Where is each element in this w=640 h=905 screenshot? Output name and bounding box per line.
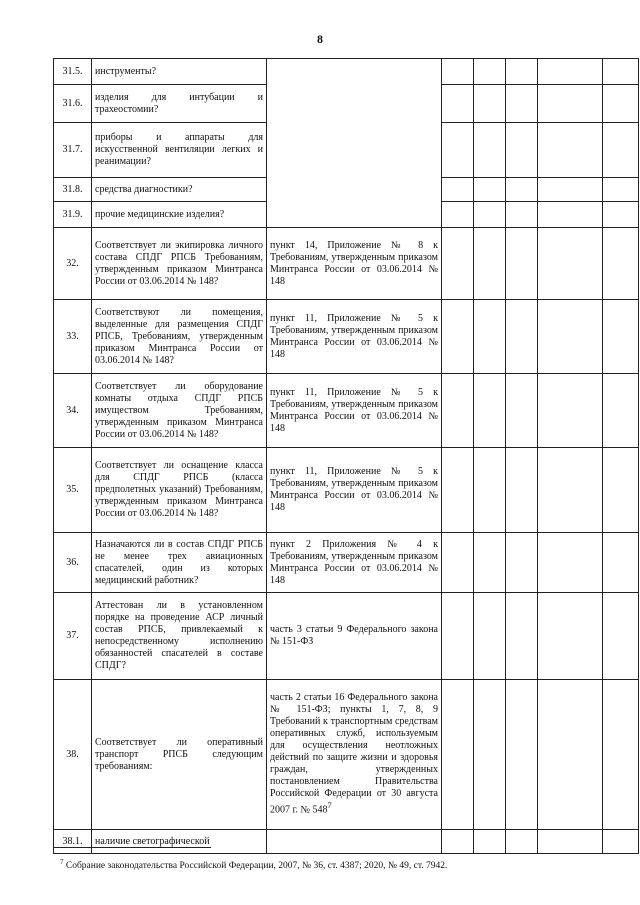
answer-cell[interactable]: [442, 680, 474, 830]
row-number: 31.5.: [54, 59, 92, 85]
row-number: 34.: [54, 374, 92, 448]
answer-cell[interactable]: [603, 830, 639, 854]
answer-cell[interactable]: [474, 123, 506, 178]
question-cell: наличие светографической: [92, 830, 267, 854]
question-cell: приборы и аппараты для искусственной вентиляции легких и реанимации?: [92, 123, 267, 178]
answer-cell[interactable]: [538, 300, 603, 374]
answer-cell[interactable]: [538, 593, 603, 680]
answer-cell[interactable]: [538, 533, 603, 593]
answer-cell[interactable]: [442, 202, 474, 228]
answer-cell[interactable]: [538, 374, 603, 448]
answer-cell[interactable]: [603, 202, 639, 228]
answer-cell[interactable]: [603, 123, 639, 178]
answer-cell[interactable]: [474, 85, 506, 123]
answer-cell[interactable]: [474, 830, 506, 854]
answer-cell[interactable]: [506, 830, 538, 854]
answer-cell[interactable]: [474, 680, 506, 830]
reference-text: часть 2 статьи 16 Федерального закона № 151-ФЗ; пункты 1, 7, 8, 9 Требований к транспортным средствам оперативных служб, используемым для осуществления неотложных действий по защите жизни и здоровья граждан, утвержденных постановлением Правительства Российской Федерации от 30 августа 2007 г. № 548: [270, 692, 438, 816]
question-cell: Аттестован ли в установленном порядке на проведение АСР личный состав РПСБ, привлекаемый к непосредственному исполнению обязанностей спасателей в составе СПДГ?: [92, 593, 267, 680]
answer-cell[interactable]: [538, 448, 603, 533]
answer-cell[interactable]: [603, 178, 639, 202]
footnote: [60, 856, 620, 872]
answer-cell[interactable]: [603, 533, 639, 593]
answer-cell[interactable]: [506, 448, 538, 533]
footnote-divider: [53, 847, 211, 848]
answer-cell[interactable]: [603, 593, 639, 680]
table-row: [54, 593, 639, 680]
answer-cell[interactable]: [538, 178, 603, 202]
checklist-table: [53, 58, 639, 854]
answer-cell[interactable]: [506, 374, 538, 448]
answer-cell[interactable]: [603, 374, 639, 448]
answer-cell[interactable]: [538, 680, 603, 830]
row-number: 31.9.: [54, 202, 92, 228]
table-row: [54, 59, 639, 85]
answer-cell[interactable]: [506, 178, 538, 202]
question-cell: прочие медицинские изделия?: [92, 202, 267, 228]
answer-cell[interactable]: [474, 59, 506, 85]
footnote-marker: 7: [327, 801, 332, 811]
answer-cell[interactable]: [474, 202, 506, 228]
answer-cell[interactable]: [442, 228, 474, 300]
answer-cell[interactable]: [506, 300, 538, 374]
answer-cell[interactable]: [442, 300, 474, 374]
question-cell: Соответствуют ли помещения, выделенные для размещения СПДГ РПСБ, Требованиям, утвержденным приказом Минтранса России от 03.06.2014 № 148?: [92, 300, 267, 374]
answer-cell[interactable]: [442, 123, 474, 178]
answer-cell[interactable]: [442, 59, 474, 85]
question-cell: Назначаются ли в состав СПДГ РПСБ не менее трех авиационных спасателей, один из которых медицинский работник?: [92, 533, 267, 593]
table-row: [54, 374, 639, 448]
answer-cell[interactable]: [538, 59, 603, 85]
table-row: [54, 300, 639, 374]
answer-cell[interactable]: [603, 85, 639, 123]
table-row: [54, 448, 639, 533]
answer-cell[interactable]: [506, 59, 538, 85]
row-number: 31.7.: [54, 123, 92, 178]
reference-cell: [267, 830, 442, 854]
answer-cell[interactable]: [474, 593, 506, 680]
row-number: 35.: [54, 448, 92, 533]
row-number: 36.: [54, 533, 92, 593]
answer-cell[interactable]: [538, 202, 603, 228]
answer-cell[interactable]: [442, 374, 474, 448]
footnote-mark: 7: [60, 858, 64, 866]
answer-cell[interactable]: [442, 830, 474, 854]
row-number: 37.: [54, 593, 92, 680]
page-number: 8: [317, 32, 323, 46]
row-number: 38.1.: [54, 830, 92, 854]
answer-cell[interactable]: [538, 228, 603, 300]
question-cell: Соответствует ли оснащение класса для СПДГ РПСБ (класса предполетных указаний) Требованиям, утвержденным приказом Минтранса России от 03.06.2014 № 148?: [92, 448, 267, 533]
answer-cell[interactable]: [474, 228, 506, 300]
answer-cell[interactable]: [474, 374, 506, 448]
answer-cell[interactable]: [603, 59, 639, 85]
reference-cell: пункт 14, Приложение № 8 к Требованиям, утвержденным приказом Минтранса России от 03.06.2014 № 148: [267, 228, 442, 300]
question-cell: средства диагностики?: [92, 178, 267, 202]
reference-cell: часть 3 статьи 9 Федерального закона № 151-ФЗ: [267, 593, 442, 680]
table-row: [54, 680, 639, 830]
table-row: [54, 533, 639, 593]
answer-cell[interactable]: [474, 178, 506, 202]
reference-cell: пункт 11, Приложение № 5 к Требованиям, утвержденным приказом Минтранса России от 03.06.2014 № 148: [267, 374, 442, 448]
table-row: [54, 830, 639, 854]
reference-cell: пункт 11, Приложение № 5 к Требованиям, утвержденным приказом Минтранса России от 03.06.2014 № 148: [267, 448, 442, 533]
answer-cell[interactable]: [506, 593, 538, 680]
question-cell: Соответствует ли оперативный транспорт РПСБ следующим требованиям:: [92, 680, 267, 830]
answer-cell[interactable]: [474, 448, 506, 533]
answer-cell[interactable]: [603, 228, 639, 300]
row-number: 38.: [54, 680, 92, 830]
answer-cell[interactable]: [603, 680, 639, 830]
answer-cell[interactable]: [442, 593, 474, 680]
table-row: [54, 228, 639, 300]
answer-cell[interactable]: [538, 123, 603, 178]
reference-cell: [267, 680, 442, 830]
row-number: 33.: [54, 300, 92, 374]
answer-cell[interactable]: [442, 178, 474, 202]
question-cell: изделия для интубации и трахеостомии?: [92, 85, 267, 123]
footnote-text: Собрание законодательства Российской Федерации, 2007, № 36, ст. 4387; 2020, № 49, ст. 7942.: [65, 861, 448, 872]
answer-cell[interactable]: [506, 85, 538, 123]
answer-cell[interactable]: [603, 448, 639, 533]
answer-cell[interactable]: [474, 300, 506, 374]
reference-cell: [267, 59, 442, 228]
answer-cell[interactable]: [506, 202, 538, 228]
answer-cell[interactable]: [442, 85, 474, 123]
question-cell: инструменты?: [92, 59, 267, 85]
answer-cell[interactable]: [538, 830, 603, 854]
question-cell: Соответствует ли оборудование комнаты отдыха СПДГ РПСБ имуществом Требованиям, утвержденным приказом Минтранса России от 03.06.2014 № 148?: [92, 374, 267, 448]
reference-cell: пункт 11, Приложение № 5 к Требованиям, утвержденным приказом Минтранса России от 03.06.2014 № 148: [267, 300, 442, 374]
answer-cell[interactable]: [506, 533, 538, 593]
answer-cell[interactable]: [474, 533, 506, 593]
reference-cell: пункт 2 Приложения № 4 к Требованиям, утвержденным приказом Минтранса России от 03.06.2014 № 148: [267, 533, 442, 593]
answer-cell[interactable]: [442, 448, 474, 533]
answer-cell[interactable]: [506, 228, 538, 300]
row-number: 32.: [54, 228, 92, 300]
answer-cell[interactable]: [442, 533, 474, 593]
answer-cell[interactable]: [603, 300, 639, 374]
row-number: 31.6.: [54, 85, 92, 123]
question-cell: Соответствует ли экипировка личного состава СПДГ РПСБ Требованиям, утвержденным приказом Минтранса России от 03.06.2014 № 148?: [92, 228, 267, 300]
answer-cell[interactable]: [506, 123, 538, 178]
answer-cell[interactable]: [506, 680, 538, 830]
row-number: 31.8.: [54, 178, 92, 202]
answer-cell[interactable]: [538, 85, 603, 123]
